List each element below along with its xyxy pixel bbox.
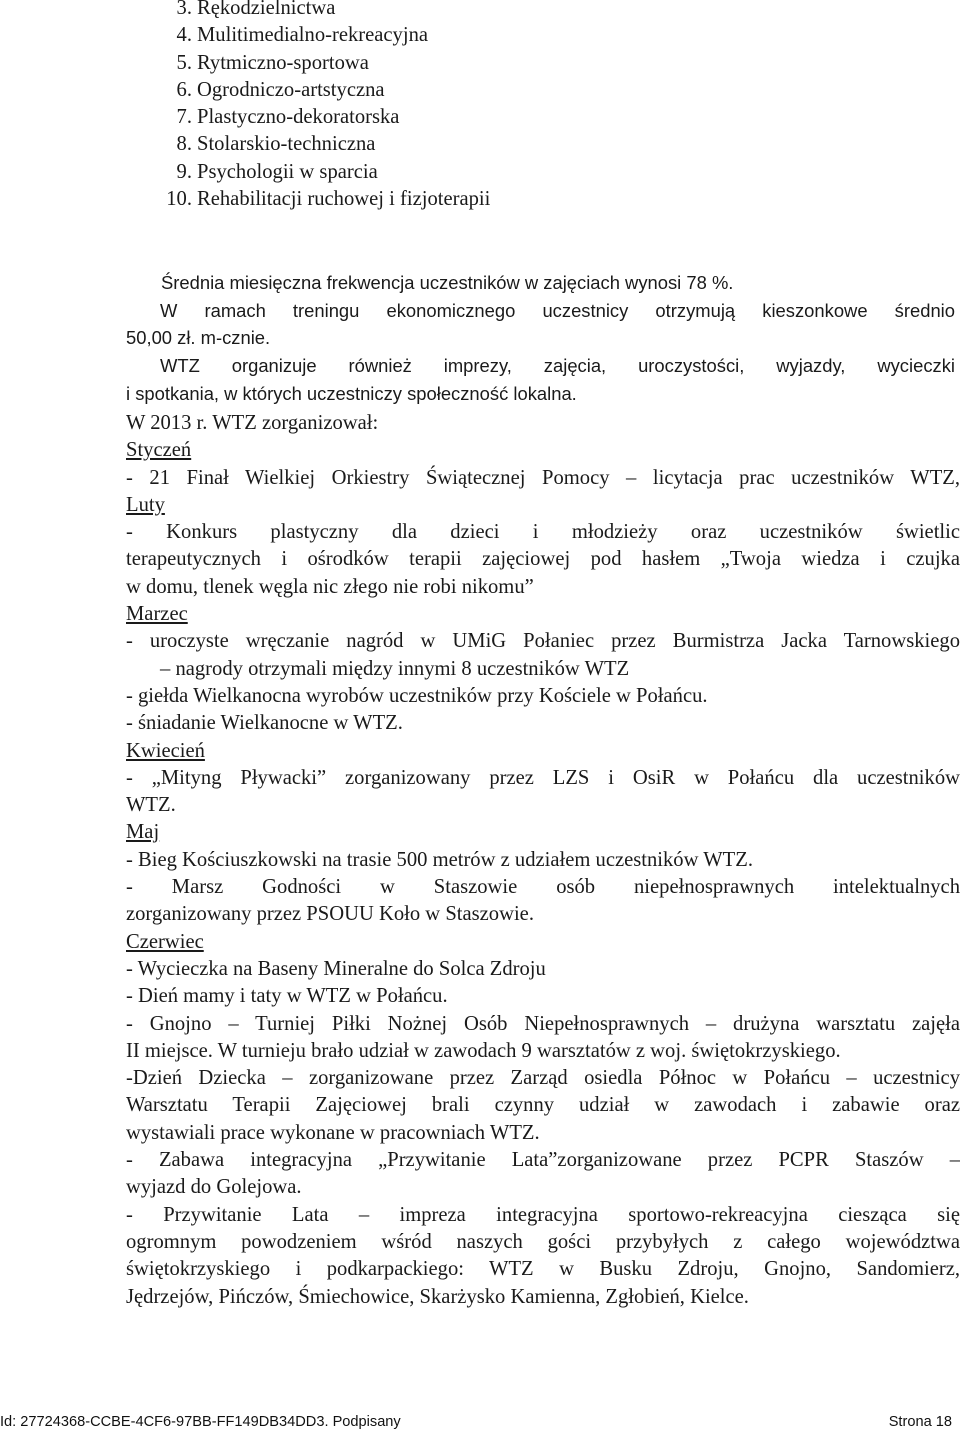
month-heading-april: Kwiecień — [126, 739, 205, 762]
event-line: świętokrzyskiego i podkarpackiego: WTZ w Busku Zdroju, Gnojno, Sandomierz, — [126, 1258, 960, 1281]
list-item — [158, 22, 918, 49]
event-line: - Przywitanie Lata – impreza integracyjna sportowo-rekreacyjna ciesząca się — [126, 1203, 960, 1226]
list-text: Stolarskio-techniczna — [197, 133, 376, 156]
event-line: Warsztatu Terapii Zajęciowej brali czynny udział w zawodach i zabawie oraz — [126, 1094, 960, 1117]
list-text: Rytmiczno-sportowa — [197, 51, 369, 74]
workshop-list — [158, 0, 918, 213]
page-number: Strona 18 — [888, 1414, 952, 1430]
event-line: - Marsz Godności w Staszowie osób niepełnosprawnych intelektualnych — [126, 876, 960, 899]
events-intro: W 2013 r. WTZ zorganizował: — [126, 412, 379, 434]
pocket-money-line1: W ramach treningu ekonomicznego uczestnicy otrzymują kieszonkowe średnio — [160, 300, 955, 321]
list-number: 5. — [176, 51, 192, 74]
list-text: Ogrodniczo-artstyczna — [197, 78, 385, 101]
list-item — [158, 186, 918, 213]
list-text: Plastyczno-dekoratorska — [197, 106, 400, 129]
event-line: - Gnojno – Turniej Piłki Nożnej Osób Niepełnosprawnych – drużyna warsztatu zajęła — [126, 1012, 960, 1035]
month-heading-january: Styczeń — [126, 439, 192, 462]
event-line: -Dzień Dziecka – zorganizowane przez Zarząd osiedla Północ w Połańcu – uczestnicy — [126, 1067, 960, 1090]
list-number: 8. — [176, 133, 192, 156]
list-item — [158, 50, 918, 77]
list-text: Mulitimedialno-rekreacyjna — [197, 24, 429, 47]
event-line: - Konkurs plastyczny dla dzieci i młodzieży oraz uczestników świetlic — [126, 521, 960, 544]
list-number: 7. — [176, 106, 192, 129]
list-item — [158, 159, 918, 186]
event-line: - uroczyste wręczanie nagród w UMiG Połaniec przez Burmistrza Jacka Tarnowskiego — [126, 630, 960, 653]
events-line1: WTZ organizuje również imprezy, zajęcia, uroczystości, wyjazdy, wycieczki — [160, 355, 955, 376]
event-line: - „Mityng Pływacki” zorganizowany przez LZS i OsiR w Połańcu dla uczestników — [126, 766, 960, 789]
list-item — [158, 77, 918, 104]
list-item — [158, 131, 918, 158]
month-heading-march: Marzec — [126, 603, 188, 626]
event-line: - Zabawa integracyjna „Przywitanie Lata”zorganizowane przez PCPR Staszów – — [126, 1149, 960, 1172]
event-line: ogromnym powodzeniem wśród naszych gości przybyłych z całego województwa — [126, 1230, 960, 1253]
list-text: Rękodzielnictwa — [197, 0, 336, 19]
event-line: - 21 Finał Wielkiej Orkiestry Świątecznej Pomocy – licytacja prac uczestników WTZ, — [126, 466, 960, 489]
attendance-text: Średnia miesięczna frekwencja uczestników w zajęciach wynosi 78 %. — [161, 272, 734, 293]
list-text: Psychologii w sparcia — [197, 160, 378, 183]
event-line: wyjazd do Golejowa. — [126, 1176, 302, 1199]
month-heading-february: Luty — [126, 493, 165, 516]
event-line: – nagrody otrzymali między innymi 8 uczestników WTZ — [160, 657, 630, 680]
event-line: zorganizowany przez PSOUU Koło w Staszowie. — [126, 903, 534, 926]
list-number: 3. — [176, 0, 192, 19]
event-line: terapeutycznych i ośrodków terapii zajęciowej pod hasłem „Twoja wiedza i czujka — [126, 548, 960, 571]
event-line: II miejsce. W turnieju brało udział w zawodach 9 warsztatów z woj. świętokrzyskiego. — [126, 1039, 841, 1062]
list-number: 9. — [176, 160, 192, 183]
event-line: - Bieg Kościuszkowski na trasie 500 metrów z udziałem uczestników WTZ. — [126, 848, 753, 871]
list-text: Rehabilitacji ruchowej i fizjoterapii — [197, 188, 491, 211]
list-item — [158, 0, 918, 22]
event-line: - śniadanie Wielkanocne w WTZ. — [126, 712, 403, 735]
events-line2: i spotkania, w których uczestniczy społeczność lokalna. — [126, 383, 577, 404]
list-number: 10. — [166, 188, 192, 211]
document-id: Id: 27724368-CCBE-4CF6-97BB-FF149DB34DD3. Podpisany — [0, 1414, 401, 1430]
events-2013 — [126, 410, 960, 1311]
pocket-money-line2: 50,00 zł. m-cznie. — [126, 327, 271, 348]
event-line: - Dień mamy i taty w WTZ w Połańcu. — [126, 985, 448, 1008]
event-line: w domu, tlenek węgla nic złego nie robi nikomu” — [126, 575, 534, 598]
event-line: WTZ. — [126, 794, 176, 817]
page-footer — [0, 1409, 956, 1429]
event-line: - giełda Wielkanocna wyrobów uczestników przy Kościele w Połańcu. — [126, 684, 708, 707]
list-number: 6. — [176, 78, 192, 101]
event-line: wystawiali prace wykonane w pracowniach WTZ. — [126, 1121, 540, 1144]
list-item — [158, 104, 918, 131]
list-number: 4. — [176, 24, 192, 47]
event-line: Jędrzejów, Pińczów, Śmiechowice, Skarżysko Kamienna, Zgłobień, Kielce. — [126, 1285, 749, 1308]
event-line: - Wycieczka na Baseny Mineralne do Solca Zdroju — [126, 957, 546, 980]
month-heading-june: Czerwiec — [126, 930, 204, 953]
month-heading-may: Maj — [126, 821, 160, 844]
